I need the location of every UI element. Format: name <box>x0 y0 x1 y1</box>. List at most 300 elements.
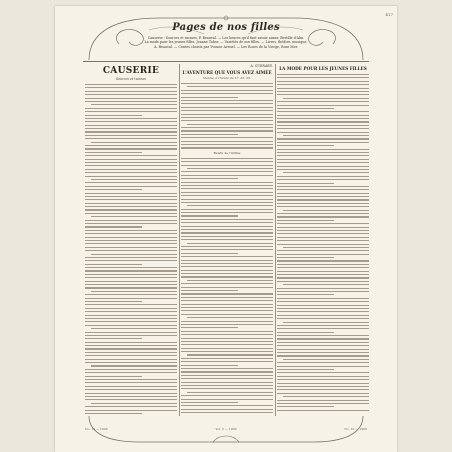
text-line <box>181 405 273 406</box>
contents-summary <box>125 36 327 49</box>
text-line <box>181 215 238 216</box>
text-line <box>277 199 369 200</box>
contents-line: Causerie : Sources et racines, P. Beauval. — Les heures qu'il faut savoir aimer, Bertille d'Alm. <box>147 36 305 40</box>
text-line <box>277 111 369 112</box>
text-line <box>181 161 273 162</box>
text-line <box>85 247 177 248</box>
text-line <box>85 325 177 326</box>
text-line <box>277 260 369 261</box>
text-line <box>181 338 273 339</box>
text-line <box>277 216 369 217</box>
text-line <box>277 257 334 258</box>
text-line <box>283 135 369 136</box>
text-line <box>277 237 369 238</box>
text-line <box>277 169 369 170</box>
text-line <box>181 107 273 108</box>
text-line <box>181 229 273 230</box>
text-line <box>181 171 273 172</box>
text-line <box>85 321 177 322</box>
text-line <box>277 189 369 190</box>
text-line <box>85 94 177 95</box>
text-line <box>283 284 369 285</box>
text-line <box>277 91 369 92</box>
text-line <box>181 178 238 179</box>
text-line <box>85 189 142 190</box>
text-line <box>85 182 177 183</box>
text-line <box>85 84 177 85</box>
text-line <box>277 383 369 384</box>
text-line <box>181 395 273 396</box>
text-line <box>85 386 177 387</box>
text-line <box>181 93 273 94</box>
text-line <box>277 125 369 126</box>
text-line <box>277 193 369 194</box>
text-line <box>181 188 273 189</box>
text-line <box>181 310 273 311</box>
text-line <box>277 176 369 177</box>
text-line <box>85 270 177 271</box>
text-line <box>181 253 238 254</box>
text-line <box>277 108 334 109</box>
text-line <box>85 277 177 278</box>
text-line <box>181 212 273 213</box>
footer-left: No. 10 — 1906 <box>85 427 108 431</box>
text-line <box>283 359 369 360</box>
text-line <box>85 118 177 119</box>
text-line <box>85 159 177 160</box>
text-line <box>283 247 369 248</box>
text-line <box>85 274 177 275</box>
text-line <box>181 276 273 277</box>
text-line <box>85 250 177 251</box>
text-line <box>85 301 142 302</box>
text-line <box>283 98 369 99</box>
text-line <box>181 120 273 121</box>
text-line <box>85 318 177 319</box>
text-line <box>277 393 369 394</box>
text-line <box>85 121 177 122</box>
article-text-lines <box>85 84 177 414</box>
text-line <box>181 297 273 298</box>
text-line <box>181 371 273 372</box>
text-line <box>85 91 177 92</box>
text-line <box>277 410 369 411</box>
text-line <box>85 193 177 194</box>
text-line <box>181 324 273 325</box>
text-line <box>91 179 177 180</box>
text-line <box>85 176 177 177</box>
text-line <box>283 396 369 397</box>
text-line <box>277 335 369 336</box>
text-line <box>277 366 369 367</box>
header-rule <box>83 61 369 62</box>
text-line <box>85 186 177 187</box>
text-line <box>277 179 369 180</box>
text-line <box>181 283 273 284</box>
text-line <box>277 267 369 268</box>
text-line <box>181 334 273 335</box>
text-line <box>85 342 177 343</box>
text-line <box>277 352 369 353</box>
text-line <box>85 281 177 282</box>
text-line <box>85 284 177 285</box>
text-line <box>85 138 177 139</box>
text-line <box>85 362 177 363</box>
text-line <box>181 114 273 115</box>
text-line <box>277 240 369 241</box>
text-line <box>85 226 142 227</box>
text-line <box>181 83 273 84</box>
text-line <box>277 294 334 295</box>
text-line <box>181 147 273 148</box>
text-line <box>181 246 273 247</box>
article-subline: Vienne, à l'heure du 17. 23. 25. <box>203 76 251 80</box>
text-line <box>85 393 177 394</box>
text-line <box>181 348 273 349</box>
text-line <box>85 382 177 383</box>
text-line <box>85 243 177 244</box>
text-line <box>277 145 334 146</box>
text-line <box>277 318 369 319</box>
column-mode <box>277 64 369 424</box>
text-line <box>181 402 238 403</box>
text-line <box>181 375 273 376</box>
text-line <box>277 233 369 234</box>
text-line <box>187 168 273 169</box>
text-line <box>181 304 273 305</box>
text-line <box>85 338 142 339</box>
text-line <box>277 159 369 160</box>
text-line <box>85 230 177 231</box>
text-line <box>85 128 177 129</box>
text-line <box>181 134 238 135</box>
text-line <box>181 358 273 359</box>
article-text-lines <box>181 83 273 149</box>
page-number: 417 <box>385 12 393 17</box>
text-line <box>181 260 273 261</box>
text-line <box>277 400 369 401</box>
text-line <box>277 81 369 82</box>
text-line <box>277 386 369 387</box>
text-line <box>181 368 273 369</box>
text-line <box>277 227 369 228</box>
text-line <box>181 321 273 322</box>
text-line <box>181 378 273 379</box>
text-line <box>277 311 369 312</box>
text-line <box>181 175 273 176</box>
text-line <box>85 172 177 173</box>
text-line <box>85 379 177 380</box>
article-heading: LA MODE POUR LES JEUNES FILLES <box>279 66 367 71</box>
text-line <box>277 166 369 167</box>
text-line <box>277 372 369 373</box>
text-line <box>187 205 273 206</box>
text-line <box>85 348 177 349</box>
text-line <box>85 335 177 336</box>
text-line <box>85 213 177 214</box>
text-line <box>277 345 369 346</box>
text-line <box>85 376 142 377</box>
text-line <box>181 327 238 328</box>
causerie-subtitle: Sources et racines <box>116 77 146 81</box>
text-line <box>85 196 177 197</box>
text-line <box>181 287 273 288</box>
text-line <box>277 183 334 184</box>
text-line <box>181 127 273 128</box>
text-line <box>277 244 369 245</box>
text-line <box>277 196 369 197</box>
text-line <box>277 274 369 275</box>
footer-center: Vol. 2 — 1906 <box>215 427 237 431</box>
text-line <box>277 281 369 282</box>
text-line <box>181 100 273 101</box>
article-text-lines <box>277 74 369 411</box>
text-line <box>277 379 369 380</box>
text-line <box>85 410 177 411</box>
text-line <box>277 389 369 390</box>
text-line <box>85 359 177 360</box>
text-line <box>91 254 177 255</box>
text-line <box>181 199 273 200</box>
text-line <box>277 271 369 272</box>
text-line <box>85 145 177 146</box>
text-line <box>91 291 177 292</box>
column-divider <box>179 64 180 416</box>
text-line <box>277 291 369 292</box>
text-line <box>181 266 273 267</box>
text-line <box>277 128 369 129</box>
text-line <box>85 399 177 400</box>
text-line <box>181 130 273 131</box>
text-line <box>85 352 177 353</box>
text-line <box>85 108 177 109</box>
text-line <box>277 118 369 119</box>
text-line <box>85 162 177 163</box>
text-line <box>85 203 177 204</box>
text-line <box>181 331 273 332</box>
text-line <box>277 305 369 306</box>
text-line <box>277 376 369 377</box>
signature: A. GUERARD. <box>250 64 273 68</box>
text-line <box>85 223 177 224</box>
text-line <box>85 406 177 407</box>
text-line <box>277 105 369 106</box>
text-line <box>91 365 177 366</box>
text-line <box>85 209 177 210</box>
text-line <box>181 97 238 98</box>
text-line <box>85 345 177 346</box>
text-line <box>277 369 334 370</box>
text-line <box>187 124 273 125</box>
text-line <box>181 249 273 250</box>
text-line <box>181 293 273 294</box>
article-text-lines <box>181 158 273 413</box>
text-line <box>277 186 369 187</box>
text-line <box>85 240 177 241</box>
text-line <box>85 199 177 200</box>
text-line <box>85 260 177 261</box>
column-divider <box>275 64 276 416</box>
contents-line: A. Beauval. — Contes choisis par Yvonne Avenel. — Les Roses de la Vierge, Rose Mer. <box>154 44 298 49</box>
text-line <box>181 365 238 366</box>
text-line <box>181 209 273 210</box>
text-line <box>181 103 273 104</box>
text-line <box>277 155 369 156</box>
text-line <box>277 142 369 143</box>
text-line <box>85 267 177 268</box>
text-line <box>277 264 369 265</box>
text-line <box>181 382 273 383</box>
text-line <box>277 301 369 302</box>
text-line <box>181 117 273 118</box>
text-line <box>277 342 369 343</box>
text-line <box>277 355 369 356</box>
text-line <box>181 137 273 138</box>
text-line <box>181 232 273 233</box>
text-line <box>187 392 273 393</box>
causerie-title: CAUSERIE <box>102 66 160 76</box>
text-line <box>277 403 369 404</box>
text-line <box>85 311 177 312</box>
text-line <box>181 263 273 264</box>
column-causerie <box>85 64 177 424</box>
text-line <box>181 182 273 183</box>
text-line <box>85 396 177 397</box>
text-line <box>85 332 177 333</box>
footer-right: No. 10 — 1906 <box>344 427 367 431</box>
text-line <box>181 273 273 274</box>
text-line <box>181 314 273 315</box>
text-line <box>187 317 273 318</box>
text-line <box>277 162 369 163</box>
text-line <box>181 361 273 362</box>
text-line <box>277 325 369 326</box>
text-line <box>181 399 273 400</box>
text-line <box>181 290 238 291</box>
text-line <box>181 165 273 166</box>
text-line <box>85 372 177 373</box>
text-line <box>85 264 142 265</box>
text-line <box>85 233 177 234</box>
text-line <box>181 192 273 193</box>
text-line <box>277 223 369 224</box>
text-line <box>181 90 273 91</box>
text-line <box>277 206 369 207</box>
text-line <box>85 294 177 295</box>
contents-line: La mode pour les jeunes filles, Jeanne Tabor. — Variétés de nos filles. — Livres, théâtre, musique. <box>144 40 308 45</box>
text-line <box>181 141 273 142</box>
text-line <box>277 362 369 363</box>
text-line <box>91 142 177 143</box>
text-line <box>91 328 177 329</box>
text-line <box>85 220 177 221</box>
text-line <box>277 149 369 150</box>
text-line <box>85 131 177 132</box>
footer-ornament <box>79 414 373 448</box>
text-line <box>85 206 177 207</box>
text-line <box>181 409 273 410</box>
page-title: Pages de nos filles <box>172 22 280 33</box>
text-line <box>277 115 369 116</box>
text-line <box>85 169 177 170</box>
text-line <box>181 158 273 159</box>
text-line <box>277 138 369 139</box>
text-line <box>91 403 177 404</box>
text-line <box>277 121 369 122</box>
text-line <box>85 308 177 309</box>
text-line <box>85 355 177 356</box>
text-line <box>277 94 369 95</box>
text-line <box>85 111 177 112</box>
text-line <box>277 88 369 89</box>
text-line <box>181 256 273 257</box>
text-line <box>85 115 142 116</box>
text-line <box>187 354 273 355</box>
text-line <box>277 220 334 221</box>
text-line <box>277 203 369 204</box>
text-line <box>85 98 177 99</box>
text-line <box>85 237 177 238</box>
text-line <box>277 349 369 350</box>
text-line <box>85 304 177 305</box>
text-line <box>277 277 369 278</box>
text-line <box>277 298 369 299</box>
text-line <box>277 308 369 309</box>
text-line <box>181 270 273 271</box>
text-line <box>187 243 273 244</box>
text-line <box>277 338 369 339</box>
text-line <box>181 236 273 237</box>
text-line <box>277 74 369 75</box>
text-line <box>187 86 273 87</box>
text-line <box>85 165 177 166</box>
text-line <box>181 110 273 111</box>
text-line <box>85 148 177 149</box>
page-footer <box>85 427 367 431</box>
text-line <box>277 77 369 78</box>
section-heading: Rendu de l'intime <box>213 150 241 155</box>
text-line <box>85 135 177 136</box>
text-line <box>85 298 177 299</box>
column-aventure <box>181 64 273 424</box>
text-line <box>277 288 369 289</box>
text-line <box>85 101 177 102</box>
text-line <box>277 315 369 316</box>
text-line <box>85 257 177 258</box>
text-line <box>85 287 177 288</box>
text-line <box>181 300 273 301</box>
text-line <box>85 87 177 88</box>
text-line <box>181 144 273 145</box>
text-line <box>277 254 369 255</box>
text-line <box>181 226 273 227</box>
text-line <box>91 104 177 105</box>
magazine-page <box>55 6 397 452</box>
text-line <box>85 152 142 153</box>
text-line <box>277 152 369 153</box>
text-line <box>85 155 177 156</box>
text-line <box>85 389 177 390</box>
text-line <box>187 280 273 281</box>
text-line <box>283 172 369 173</box>
text-line <box>283 322 369 323</box>
text-line <box>85 315 177 316</box>
text-line <box>181 185 273 186</box>
text-line <box>181 344 273 345</box>
text-line <box>277 84 369 85</box>
text-line <box>181 219 273 220</box>
text-line <box>277 332 334 333</box>
